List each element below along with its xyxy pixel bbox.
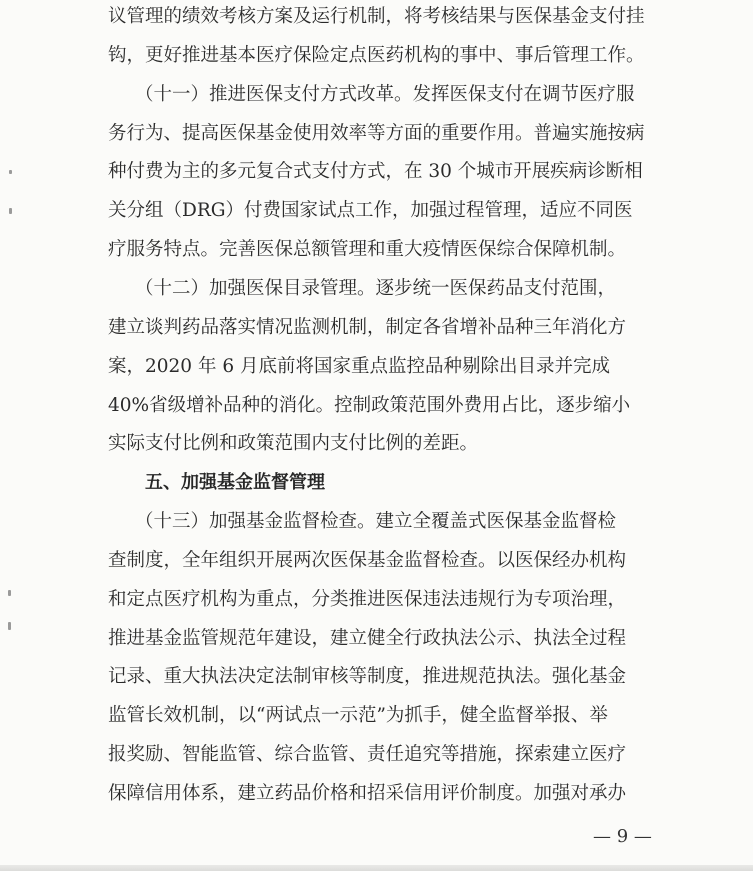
page-number: — 9 — [593,826,652,847]
text-line: 40%省级增补品种的消化。控制政策范围外费用占比，逐步缩小 [108,395,631,416]
scan-mark [9,208,12,214]
text-line: 案，2020 年 6 月底前将国家重点监控品种剔除出目录并完成 [108,356,610,377]
text-line: 务行为、提高医保基金使用效率等方面的重要作用。普遍实施按病 [108,123,645,144]
text-line: 报奖励、智能监管、综合监管、责任追究等措施，探索建立医疗 [108,744,627,765]
scan-mark [9,170,12,174]
text-line: 关分组（DRG）付费国家试点工作，加强过程管理，适应不同医 [108,200,633,221]
text-line: 保障信用体系，建立药品价格和招采信用评价制度。加强对承办 [108,783,627,804]
text-line: 实际支付比例和政策范围内支付比例的差距。 [108,433,479,454]
text-line: 查制度，全年组织开展两次医保基金监督检查。以医保经办机构 [108,550,627,571]
text-line: 监管长效机制，以“两试点一示范”为抓手，健全监督举报、举 [108,705,608,726]
text-line: 议管理的绩效考核方案及运行机制，将考核结果与医保基金支付挂 [108,6,645,27]
text-line: 疗服务特点。完善医保总额管理和重大疫情医保综合保障机制。 [108,239,627,260]
text-line: （十三）加强基金监督检查。建立全覆盖式医保基金监督检 [135,511,617,532]
text-line: 推进基金监管规范年建设，建立健全行政执法公示、执法全过程 [108,628,627,649]
scan-mark [8,622,11,630]
text-line: 钩，更好推进基本医疗保险定点医药机构的事中、事后管理工作。 [108,45,645,66]
scan-bottom-edge [0,865,753,871]
text-line: 建立谈判药品落实情况监测机制，制定各省增补品种三年消化方 [108,317,627,338]
text-line: 和定点医疗机构为重点，分类推进医保违法违规行为专项治理， [108,589,627,610]
text-line: 种付费为主的多元复合式支付方式，在 30 个城市开展疾病诊断相 [108,161,643,182]
section-heading: 五、加强基金监督管理 [145,472,325,493]
scan-mark [8,590,11,596]
text-line: 记录、重大执法决定法制审核等制度，推进规范执法。强化基金 [108,666,627,687]
text-line: （十二）加强医保目录管理。逐步统一医保药品支付范围， [135,278,617,299]
text-line: （十一）推进医保支付方式改革。发挥医保支付在调节医疗服 [135,84,635,105]
